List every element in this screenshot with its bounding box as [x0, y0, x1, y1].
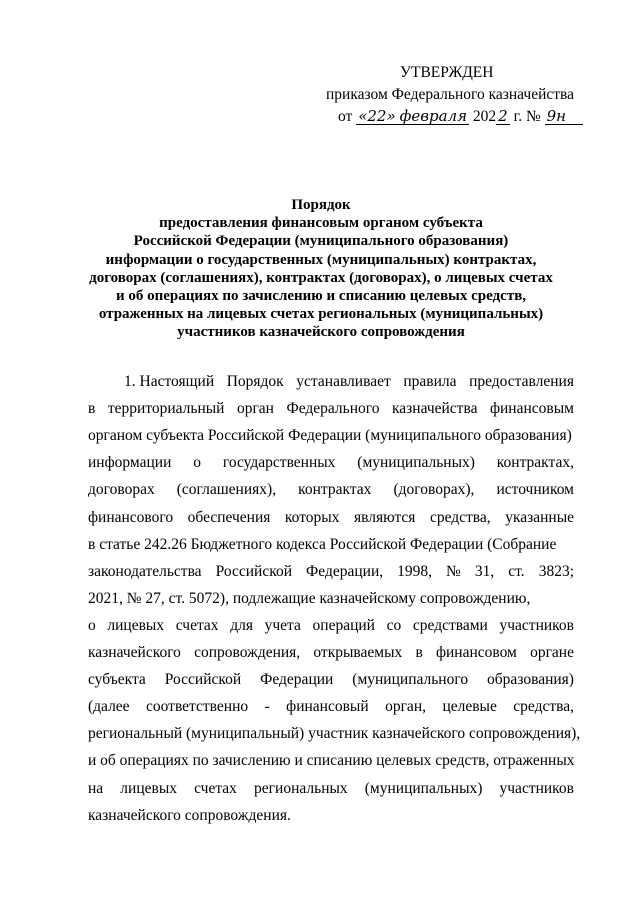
body-word: участников	[499, 779, 574, 797]
body-word: о	[193, 454, 201, 472]
body-word: законодательства	[88, 562, 202, 580]
approval-number: 9н	[545, 108, 583, 125]
body-word: целевые	[442, 698, 497, 716]
body-word: государственных	[222, 454, 336, 472]
body-word: в	[415, 644, 423, 661]
title-line: и об операциях по зачислению и списанию целевых средств,	[115, 288, 527, 305]
approval-order-line: приказом Федерального казначейства	[326, 86, 575, 103]
body-word: соответственно	[146, 698, 249, 716]
body-line: в статье 242.26 Бюджетного кодекса Российской Федерации (Собрание	[88, 535, 557, 553]
title-line: договорах (соглашениях), контрактах (договорах), о лицевых счетах	[89, 269, 553, 286]
body-word: правила	[403, 373, 457, 390]
body-word: Федерации	[260, 671, 334, 689]
body-word: 1. Настоящий	[124, 373, 215, 390]
body-word: 3823;	[538, 562, 574, 580]
body-line	[88, 616, 574, 636]
body-word: 31,	[474, 562, 495, 580]
body-word: участников	[499, 616, 574, 634]
body-word: средства,	[513, 698, 574, 716]
body-word: №	[446, 562, 461, 580]
body-line: 2021, № 27, ст. 5072), подлежащие казначейскому сопровождению,	[88, 589, 531, 607]
body-line: казначейского сопровождения.	[88, 806, 291, 824]
body-word: контрактах	[298, 481, 372, 499]
body-word: лицевых	[120, 779, 177, 797]
body-word: счетах	[175, 616, 219, 634]
body-line	[88, 562, 574, 582]
body-word: в	[88, 400, 96, 418]
body-word: органе	[530, 644, 574, 661]
body-word: казначейского	[88, 644, 181, 661]
body-word: (муниципального	[352, 671, 469, 689]
body-word: о	[88, 616, 96, 634]
approval-month: февраля	[399, 107, 468, 125]
body-word: -	[264, 698, 270, 716]
body-word: средства,	[429, 508, 491, 526]
body-word: финансовый	[286, 698, 369, 716]
body-word: Российской	[215, 562, 292, 580]
body-line: и об операциях по зачислению и списанию целевых средств, отраженных	[88, 752, 575, 770]
body-word: региональных	[254, 779, 348, 797]
title-line: информации о государственных (муниципальных) контрактах,	[105, 251, 537, 268]
body-word: открываемых	[313, 644, 403, 661]
body-word: контрактах,	[496, 454, 574, 472]
body-word: финансового	[88, 508, 174, 526]
approval-date-line	[338, 106, 583, 127]
body-word: операций	[312, 616, 375, 634]
body-word: устанавливает	[296, 373, 391, 390]
title-line: предоставления финансовым органом субъекта	[159, 215, 483, 232]
body-word: информации	[88, 454, 172, 472]
body-word: учета	[264, 616, 301, 634]
body-word: для	[230, 616, 253, 634]
body-word: территориальный	[107, 400, 225, 418]
approval-year-digit: 2	[498, 107, 508, 125]
body-word: средствами	[412, 616, 488, 634]
body-line	[88, 480, 574, 500]
body-word: (далее	[88, 698, 130, 716]
approval-title: УТВЕРЖДЕН	[400, 64, 494, 81]
body-word: счетах	[194, 779, 237, 797]
body-word: которых	[284, 508, 340, 526]
body-word: (договорах),	[393, 481, 475, 499]
body-word: ст.	[508, 562, 525, 580]
title-line: участников казначейского сопровождения	[177, 324, 465, 341]
approval-ot: от	[338, 108, 353, 125]
body-word: (соглашениях),	[176, 481, 277, 499]
body-word: со	[386, 616, 402, 634]
body-line	[88, 670, 574, 690]
body-line	[124, 372, 574, 392]
body-line: органом субъекта Российской Федерации (муниципального образования)	[88, 427, 572, 445]
body-word: Порядок	[226, 373, 284, 390]
body-word: 1998,	[397, 562, 433, 580]
body-word: обеспечения	[187, 508, 271, 526]
body-line: региональный (муниципальный) участник казначейского сопровождения),	[88, 725, 581, 743]
body-word: Федерации,	[306, 562, 384, 580]
body-word: предоставления	[469, 373, 574, 390]
body-word: являются	[353, 508, 416, 526]
approval-g-no: г. №	[513, 108, 541, 125]
body-word: источником	[496, 481, 574, 499]
approval-day: «22»	[358, 107, 396, 125]
body-word: договорах	[88, 481, 155, 499]
title-line: Российской Федерации (муниципального образования)	[133, 233, 509, 250]
body-line	[88, 399, 574, 419]
body-word: на	[88, 779, 104, 797]
body-word: образования)	[487, 671, 574, 689]
body-word: финансовым	[489, 400, 574, 418]
title-line: Порядок	[291, 197, 351, 213]
body-word: Федерального	[286, 400, 380, 418]
body-word: орган	[236, 400, 274, 418]
body-word: указанные	[505, 508, 574, 526]
body-word: (муниципальных)	[364, 779, 483, 797]
body-word: финансовом	[435, 644, 517, 661]
body-word: лицевых	[107, 616, 165, 634]
approval-year-prefix: 202	[472, 108, 497, 125]
body-word: (муниципальных)	[357, 454, 475, 472]
body-word: казначейства	[391, 400, 478, 418]
body-word: субъекта	[88, 671, 146, 689]
body-line	[88, 779, 574, 799]
body-word: орган,	[385, 698, 426, 716]
body-line	[88, 643, 574, 663]
document-title	[60, 196, 582, 342]
body-word: сопровождения,	[194, 644, 301, 661]
body-word: Российской	[164, 671, 242, 689]
body-line	[88, 453, 574, 473]
body-line	[88, 697, 574, 717]
title-line: отраженных на лицевых счетах региональных (муниципальных)	[98, 306, 544, 323]
body-line	[88, 508, 574, 528]
